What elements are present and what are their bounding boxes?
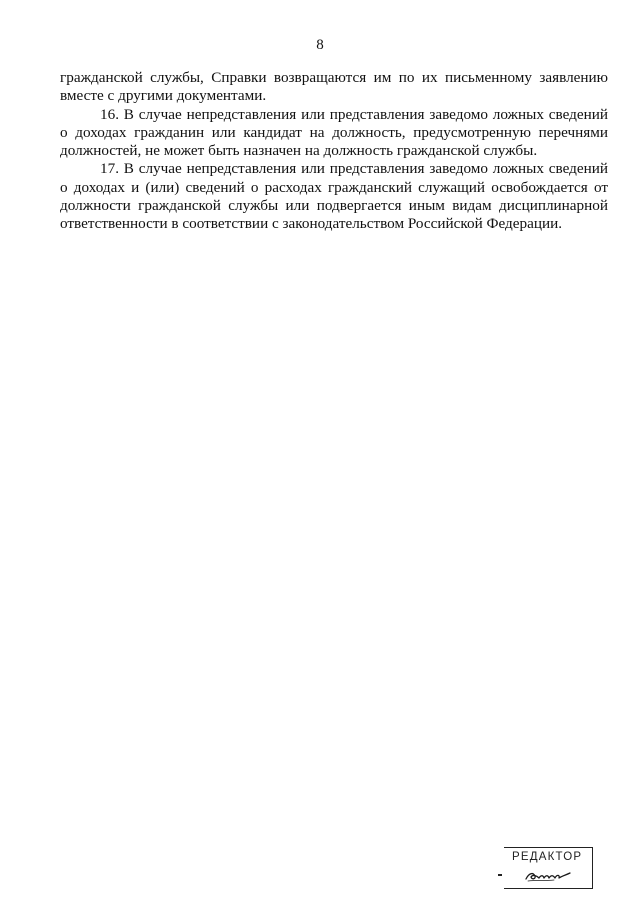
paragraph-continuation: гражданской службы, Справки возвращаются им по их письменному заявлению вместе с другими документами. (60, 69, 608, 105)
paragraph-17: 17. В случае непредставления или представления заведомо ложных сведений о доходах и (или) сведений о расходах гражданский служащий освобождается от должности гражданской службы или подвергается иным видам дисциплинарной ответственности в соответствии с законодательством Российской Федерации. (60, 160, 608, 233)
stamp-tick-mark (498, 874, 502, 876)
document-body (60, 69, 608, 234)
editor-stamp (504, 847, 596, 889)
handwritten-signature (524, 867, 574, 883)
page-number: 8 (316, 37, 324, 53)
paragraph-16: 16. В случае непредставления или представления заведомо ложных сведений о доходах гражданин или кандидат на должность, предусмотренную перечнями должностей, не может быть назначен на должность гражданской службы. (60, 105, 608, 160)
stamp-label: РЕДАКТОР (512, 851, 583, 863)
